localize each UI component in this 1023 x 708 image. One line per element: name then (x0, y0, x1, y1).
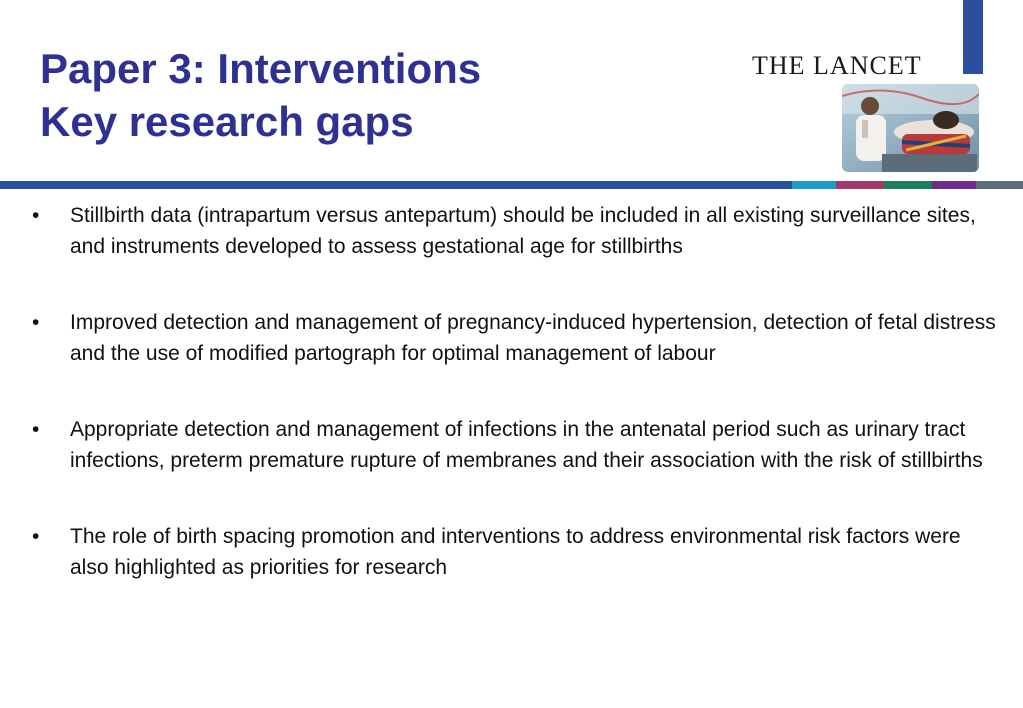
bullet-marker: • (32, 525, 40, 548)
clinical-scene-image (842, 84, 979, 172)
divider-segment-primary (0, 181, 792, 189)
bullet-text: Improved detection and management of pregnancy-induced hypertension, detection of fetal distress and the use of modified partograph for optimal management of labour (70, 311, 996, 365)
bullet-item (32, 200, 1002, 262)
header-divider (0, 181, 1023, 189)
divider-segment-green (884, 181, 932, 189)
slide-title (40, 42, 481, 148)
bullet-marker: • (32, 418, 40, 441)
bullet-item (32, 521, 1002, 583)
title-line-2: Key research gaps (40, 98, 414, 145)
divider-segment-purple (932, 181, 976, 189)
divider-segment-teal (792, 181, 836, 189)
divider-segment-magenta (836, 181, 884, 189)
lancet-logo: THE LANCET (752, 51, 922, 80)
divider-segment-grey (976, 181, 1023, 189)
bullet-marker: • (32, 311, 40, 334)
corner-accent-bar (963, 0, 983, 74)
bullet-text: Stillbirth data (intrapartum versus antepartum) should be included in all existing surveillance sites, and instruments developed to assess gestational age for stillbirths (70, 204, 976, 258)
header-photo (842, 84, 979, 172)
bullet-item (32, 307, 1002, 369)
bullet-item (32, 414, 1002, 476)
bullet-text: Appropriate detection and management of infections in the antenatal period such as urinary tract infections, preterm premature rupture of membranes and their association with the risk of stillbirths (70, 418, 983, 472)
bullet-list (32, 200, 1002, 628)
bullet-marker: • (32, 204, 40, 227)
bullet-text: The role of birth spacing promotion and interventions to address environmental risk factors were also highlighted as priorities for research (70, 525, 961, 579)
title-line-1: Paper 3: Interventions (40, 45, 482, 92)
